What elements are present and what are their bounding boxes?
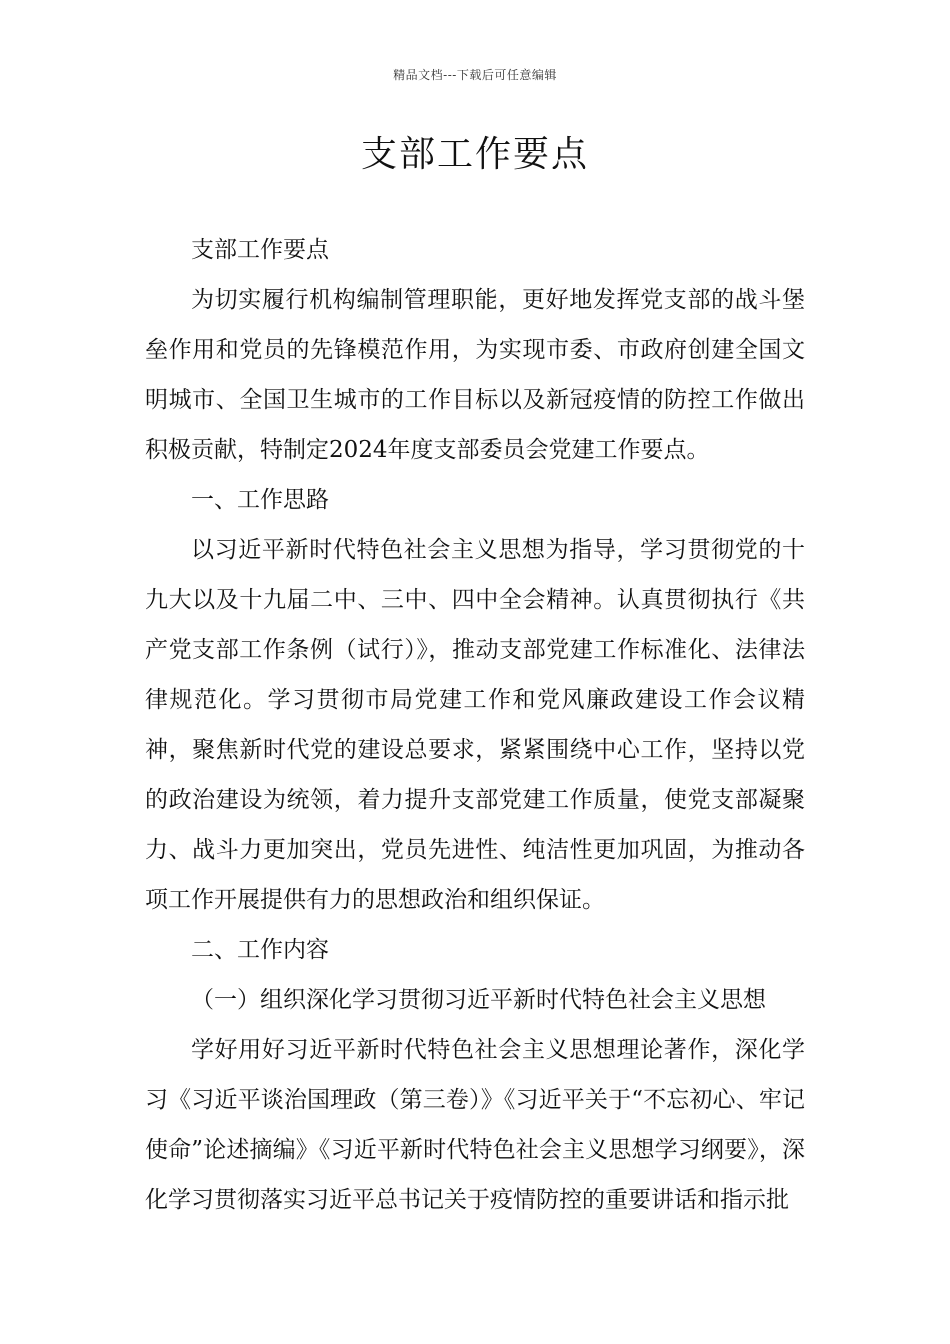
paragraph-intro: 为切实履行机构编制管理职能，更好地发挥党支部的战斗堡垒作用和党员的先锋模范作用，为实现市委、市政府创建全国文明城市、全国卫生城市的工作目标以及新冠疫情的防控工作做出积极贡献，特制定2024年度支部委员会党建工作要点。 xyxy=(145,287,805,463)
section-heading-work-idea: 一、工作思路 xyxy=(191,487,329,513)
paragraph-subtitle: 支部工作要点 xyxy=(191,237,329,263)
section-heading-work-content: 二、工作内容 xyxy=(191,937,329,963)
document-body xyxy=(145,225,805,1225)
header-note: 精品文档---下载后可任意编辑 xyxy=(393,68,557,82)
document-title: 支部工作要点 xyxy=(360,134,589,175)
paragraph-work-idea: 以习近平新时代特色社会主义思想为指导，学习贯彻党的十九大以及十九届二中、三中、四中全会精神。认真贯彻执行《共产党支部工作条例（试行）》，推动支部党建工作标准化、法律法律规范化。学习贯彻市局党建工作和党风廉政建设工作会议精神，聚焦新时代党的建设总要求，紧紧围绕中心工作，坚持以党的政治建设为统领，着力提升支部党建工作质量，使党支部凝聚力、战斗力更加突出，党员先进性、纯洁性更加巩固，为推动各项工作开展提供有力的思想政治和组织保证。 xyxy=(145,537,805,913)
subsection-heading-study: （一）组织深化学习贯彻习近平新时代特色社会主义思想 xyxy=(191,987,766,1013)
paragraph-study: 学好用好习近平新时代特色社会主义思想理论著作，深化学习《习近平谈治国理政（第三卷）》《习近平关于“不忘初心、牢记使命”论述摘编》《习近平新时代特色社会主义思想学习纲要》，深化学习贯彻落实习近平总书记关于疫情防控的重要讲话和指示批 xyxy=(145,1037,805,1213)
